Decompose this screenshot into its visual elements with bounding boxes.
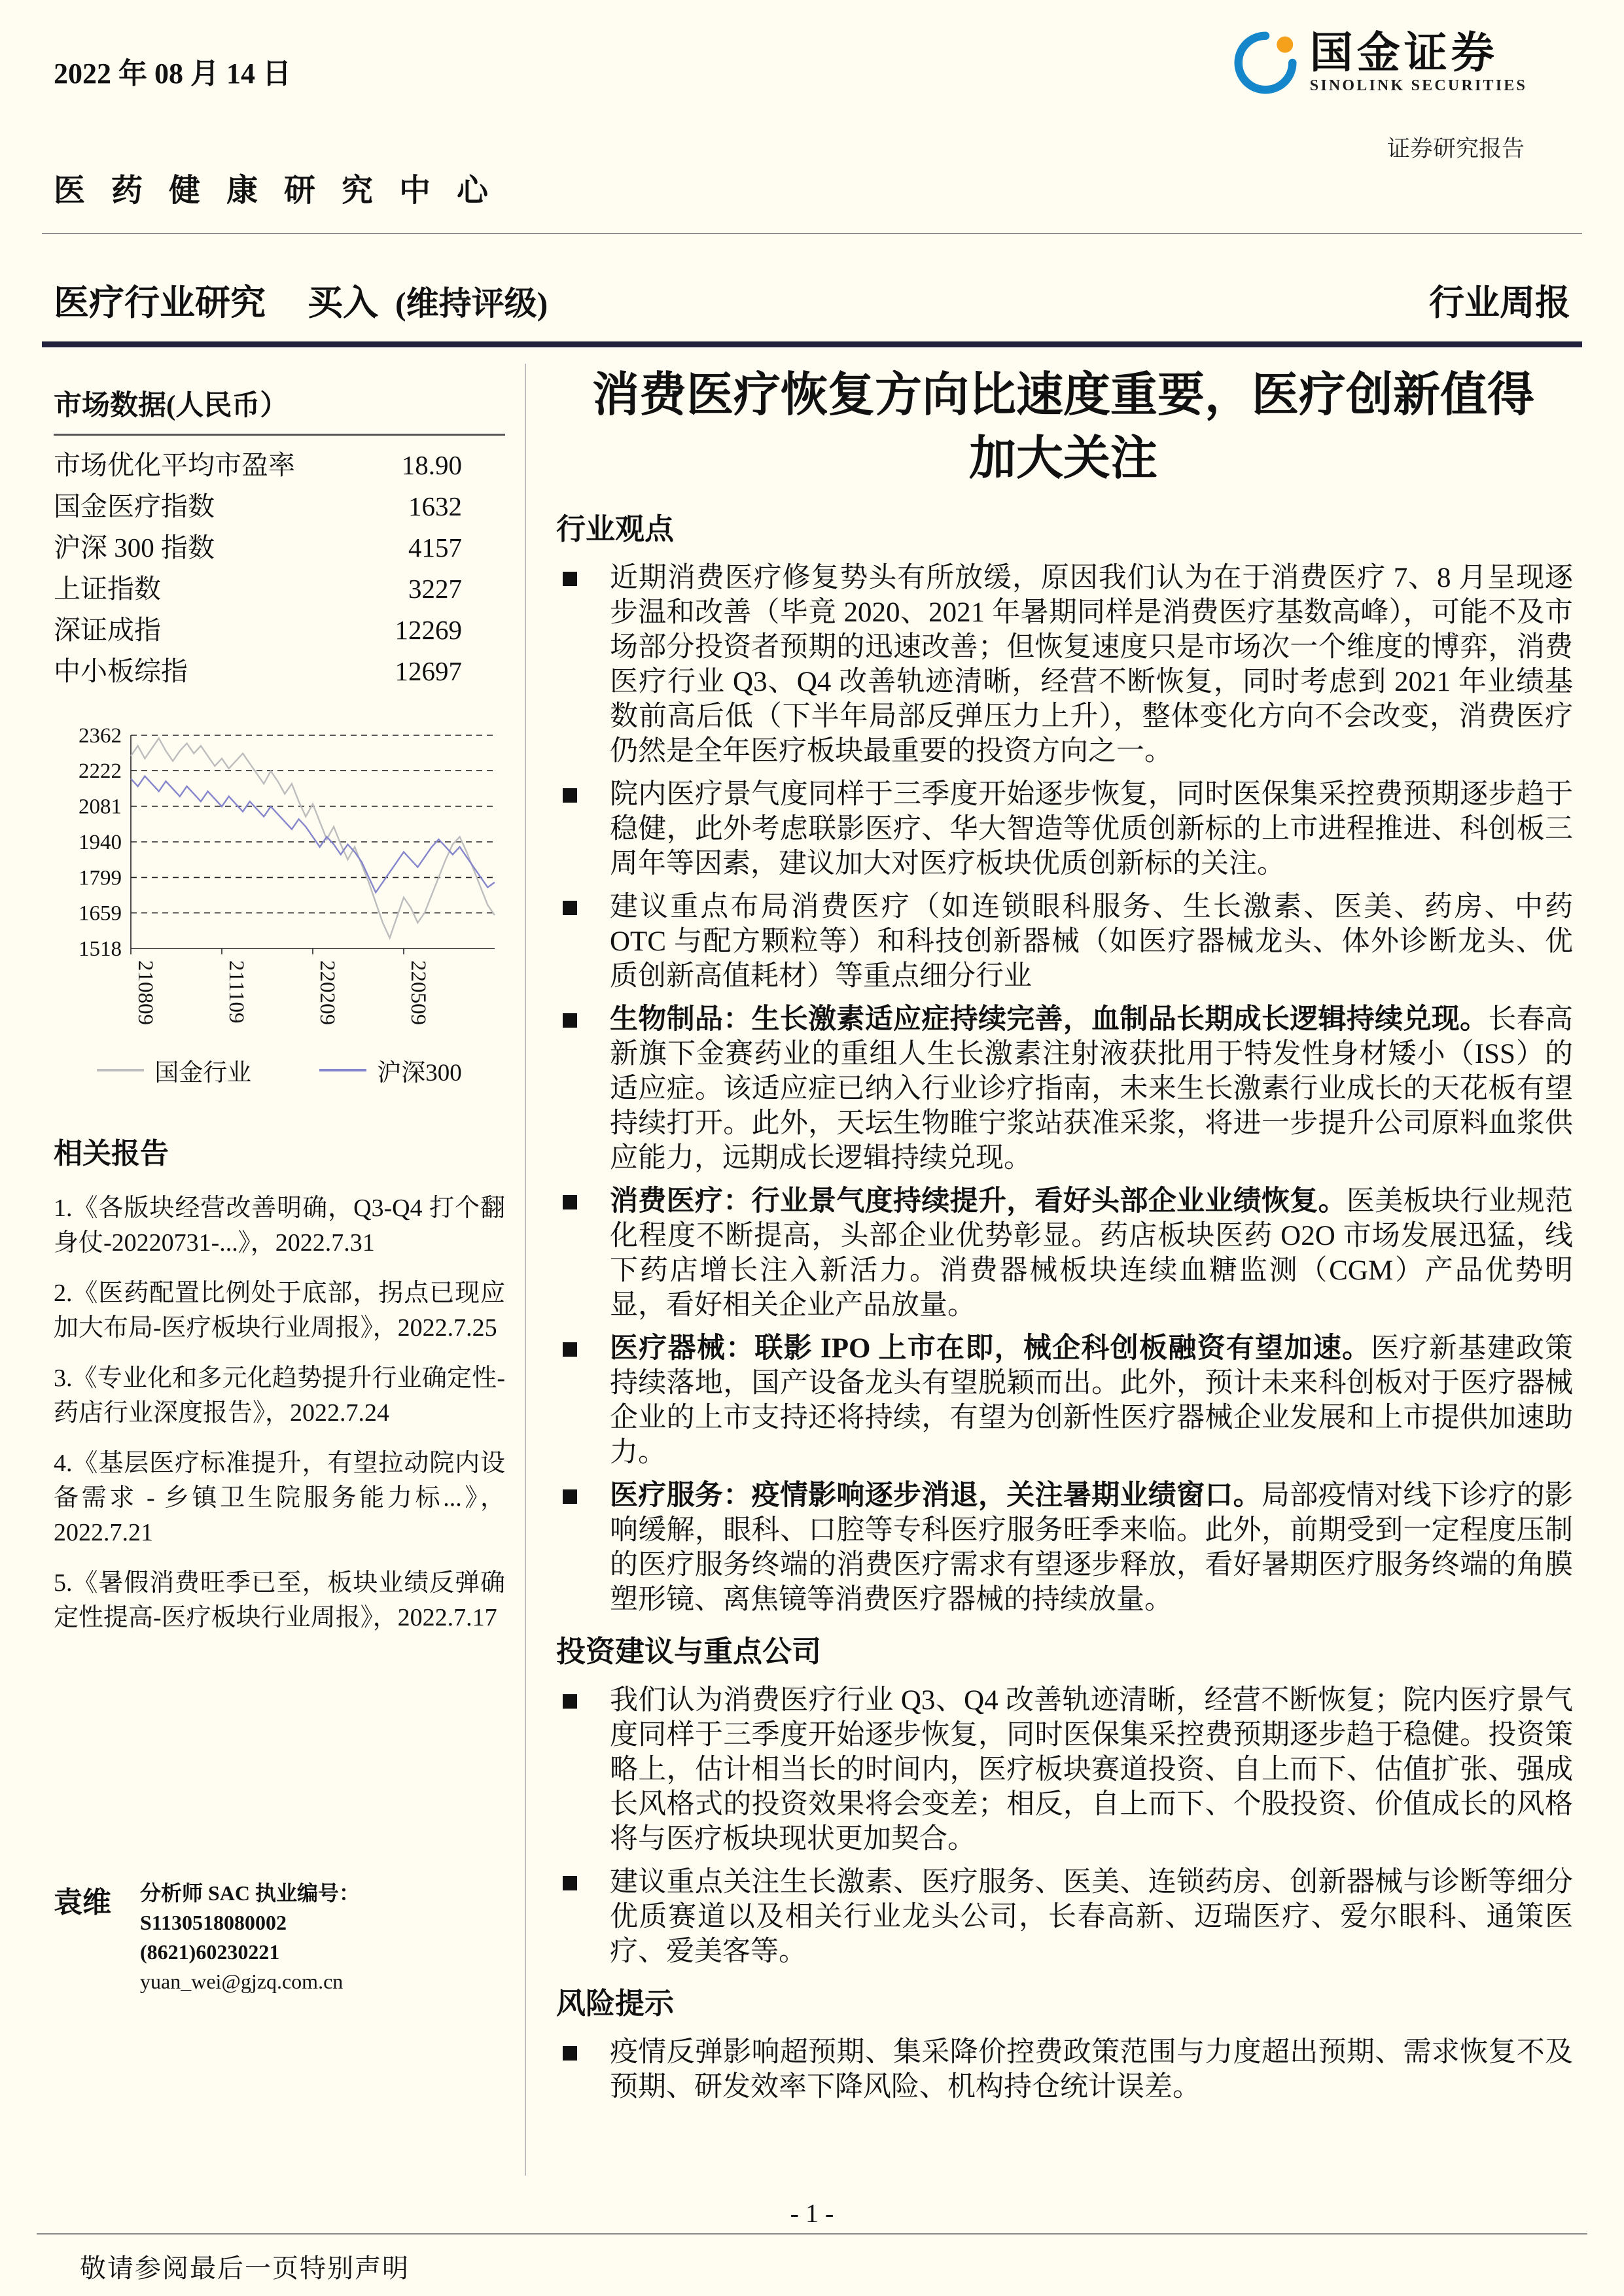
- footer-rule: [37, 2233, 1587, 2235]
- legend-line-swatch: [97, 1069, 144, 1071]
- market-data-row: [54, 527, 505, 568]
- report-title: 消费医疗恢复方向比速度重要，医疗创新值得 加大关注: [591, 369, 1534, 485]
- market-data-row: [54, 486, 505, 527]
- market-chart-block: [54, 722, 505, 1088]
- svg-text:1799: 1799: [79, 866, 122, 890]
- legend-line-swatch: [319, 1069, 366, 1071]
- analyst-email[interactable]: yuan_wei@gjzq.com.cn: [140, 1970, 344, 1993]
- market-data-label: 中小板综指: [54, 656, 188, 686]
- chart-legend: [54, 1052, 505, 1088]
- report-item[interactable]: 2.《医药配置比例处于底部，拐点已现应加大布局-医疗板块行业周报》，2022.7.25: [54, 1279, 505, 1342]
- market-data-value: 18.90: [401, 450, 462, 480]
- related-reports-title: 相关报告: [54, 1138, 169, 1170]
- svg-text:2081: 2081: [79, 795, 122, 819]
- bullet-text: 建议重点关注生长激素、医疗服务、医美、连锁药房、创新器械与诊断等细分优质赛道以及相关行业龙头公司，长春高新、迈瑞医疗、爱尔眼科、通策医疗、爱美客等。: [610, 1867, 1573, 1967]
- svg-text:2362: 2362: [79, 724, 122, 748]
- section-heading: 行业观点: [556, 513, 675, 546]
- footer-disclaimer: 敬请参阅最后一页特别声明: [80, 2253, 410, 2283]
- research-center-title: 医 药 健 康 研 究 中 心: [54, 173, 498, 208]
- bullet-text: 建议重点布局消费医疗（如连锁眼科服务、生长激素、医美、药房、中药 OTC 与配方颗粒等）和科技创新器械（如医疗器械龙头、体外诊断龙头、优质创新高值耗材）等重点细分行业: [610, 892, 1573, 992]
- svg-text:1518: 1518: [79, 937, 122, 961]
- market-data-label: 市场优化平均市盈率: [54, 450, 295, 480]
- bullet-item: [554, 561, 1573, 769]
- bullet-text: 医疗器械：联影 IPO 上市在即，械企科创板融资有望加速。医疗新基建政策持续落地，国产设备龙头有望脱颖而出。此外，预计未来科创板对于医疗器械企业的上市支持还将持续，有望为创新性医疗器械企业发展和上市提供加速助力。: [610, 1333, 1574, 1468]
- market-data-label: 上证指数: [54, 574, 161, 604]
- bullet-square-icon: [563, 1489, 577, 1504]
- market-data-value: 12269: [395, 615, 462, 645]
- market-data-row: [54, 568, 505, 610]
- report-date: 2022 年 08 月 14 日: [54, 58, 291, 90]
- bullet-item: [554, 1865, 1573, 1969]
- bullet-item: [554, 1331, 1573, 1470]
- rating-note: (维持评级): [395, 285, 548, 322]
- market-data-title: 市场数据(人民币）: [54, 383, 505, 436]
- analyst-cert: 分析师 SAC 执业编号：S1130518080002: [140, 1881, 361, 1934]
- column-divider: [525, 364, 526, 2176]
- sinolink-logo-icon: [1234, 31, 1297, 94]
- brand-name-cn: 国金证券: [1309, 29, 1498, 77]
- header-second-row: [54, 275, 1570, 325]
- bullet-text: 医疗服务：疫情影响逐步消退，关注暑期业绩窗口。局部疫情对线下诊疗的影响缓解，眼科、口腔等专科医疗服务旺季来临。此外，前期受到一定程度压制的医疗服务终端的消费医疗需求有望逐步释放，看好暑期医疗服务终端的角膜塑形镜、离焦镜等消费医疗器械的持续放量。: [610, 1480, 1574, 1615]
- legend-label: 国金行业: [154, 1060, 252, 1087]
- bullet-text: 院内医疗景气度同样于三季度开始逐步恢复，同时医保集采控费预期逐步趋于稳健，此外考虑联影医疗、华大智造等优质创新标的上市进程推进、科创板三周年等因素，建议加大对医疗板块优质创新标的关注。: [610, 779, 1573, 879]
- market-data-rows: [54, 445, 505, 692]
- svg-text:220509: 220509: [406, 960, 430, 1025]
- svg-text:1940: 1940: [79, 831, 122, 854]
- analyst-name: 袁维: [54, 1887, 111, 1919]
- brand-name-en: SINOLINK SECURITIES: [1309, 77, 1527, 94]
- legend-item: [97, 1052, 251, 1088]
- svg-text:211109: 211109: [224, 960, 248, 1024]
- bullet-square-icon: [563, 1013, 577, 1028]
- bullet-square-icon: [563, 1694, 577, 1709]
- report-type-label: 行业周报: [1429, 283, 1570, 322]
- header-rule: [42, 341, 1582, 347]
- report-item[interactable]: 3.《专业化和多元化趋势提升行业确定性-药店行业深度报告》，2022.7.24: [54, 1365, 505, 1427]
- market-data-value: 12697: [395, 656, 462, 686]
- bullet-square-icon: [563, 788, 577, 803]
- related-reports-list: [54, 1191, 505, 1635]
- market-chart: [54, 722, 505, 1043]
- report-item[interactable]: 4.《基层医疗标准提升，有望拉动院内设备需求 - 乡镇卫生院服务能力标...》，2022.7.21: [54, 1450, 505, 1546]
- svg-text:1659: 1659: [79, 901, 122, 926]
- related-reports: [54, 1130, 505, 1635]
- header-divider: [42, 233, 1582, 234]
- bullet-square-icon: [563, 572, 577, 586]
- report-category-label: 证券研究报告: [1386, 136, 1525, 162]
- bullet-item: [554, 1683, 1573, 1856]
- bullet-text: 我们认为消费医疗行业 Q3、Q4 改善轨迹清晰，经营不断恢复；院内医疗景气度同样于三季度开始逐步恢复，同时医保集采控费预期逐步趋于稳健。投资策略上，估计相当长的时间内，医疗板块赛道投资、自上而下、估值扩张、强成长风格式的投资效果将会变差；相反，自上而下、个股投资、价值成长的风格将与医疗板块现状更加契合。: [610, 1685, 1573, 1854]
- bullet-square-icon: [563, 901, 577, 915]
- svg-text:220209: 220209: [315, 960, 339, 1025]
- bullet-text: 生物制品：生长激素适应症持续完善，血制品长期成长逻辑持续兑现。长春高新旗下金赛药业的重组人生长激素注射液获批用于特发性身材矮小（ISS）的适应症。该适应症已纳入行业诊疗指南，未来生长激素行业成长的天花板有望持续打开。此外，天坛生物睢宁浆站获准采浆，将进一步提升公司原料血浆供应能力，远期成长逻辑持续兑现。: [610, 1004, 1574, 1174]
- legend-label: 沪深300: [377, 1060, 462, 1087]
- section-heading: 投资建议与重点公司: [556, 1635, 822, 1668]
- analyst-block: [54, 1879, 512, 1996]
- sections: [554, 505, 1573, 2104]
- bullet-text: 疫情反弹影响超预期、集采降价控费政策范围与力度超出预期、需求恢复不及预期、研发效率下降风险、机构持仓统计误差。: [610, 2037, 1573, 2102]
- sidebar: [54, 383, 505, 1651]
- rating-label: 买入: [308, 283, 378, 322]
- market-data-value: 1632: [408, 491, 462, 521]
- market-data-row: [54, 610, 505, 651]
- bullet-item: [554, 1478, 1573, 1617]
- market-data-value: 4157: [408, 532, 462, 563]
- brand-logo: [1234, 30, 1527, 95]
- market-data-label: 沪深 300 指数: [54, 532, 215, 563]
- market-data-row: [54, 651, 505, 692]
- bullet-item: [554, 1184, 1573, 1323]
- svg-text:2222: 2222: [79, 759, 122, 784]
- analyst-phone: (8621)60230221: [140, 1940, 280, 1964]
- section-heading: 风险提示: [556, 1987, 675, 2020]
- industry-title: 医疗行业研究: [54, 283, 266, 322]
- bullet-item: [554, 2035, 1573, 2104]
- svg-text:210809: 210809: [133, 960, 157, 1025]
- market-data-value: 3227: [408, 574, 462, 604]
- market-data-label: 深证成指: [54, 615, 161, 645]
- bullet-square-icon: [563, 1342, 577, 1357]
- bullet-item: [554, 1002, 1573, 1175]
- page-number: - 1 -: [790, 2199, 834, 2228]
- legend-item: [319, 1052, 462, 1088]
- main-content: [554, 364, 1573, 2113]
- market-data-label: 国金医疗指数: [54, 491, 215, 521]
- bullet-item: [554, 890, 1573, 994]
- market-data-row: [54, 445, 505, 486]
- report-item[interactable]: 1.《各版块经营改善明确，Q3-Q4 打个翻身仗-20220731-...》，2022.7.31: [54, 1194, 505, 1257]
- bullet-square-icon: [563, 2046, 577, 2061]
- bullet-square-icon: [563, 1195, 577, 1209]
- bullet-text: 近期消费医疗修复势头有所放缓，原因我们认为在于消费医疗 7、8 月呈现逐步温和改善（毕竟 2020、2021 年暑期同样是消费医疗基数高峰），可能不及市场部分投资者预期的迅速改善；但恢复速度只是市场次一个维度的博弈，消费医疗行业 Q3、Q4 改善轨迹清晰，经营不断恢复，同时考虑到 2021 年业绩基数前高后低（下半年局部反弹压力上升），整体变化方向不会改变，消费医疗仍然是全年医疗板块最重要的投资方向之一。: [610, 563, 1573, 767]
- bullet-item: [554, 777, 1573, 881]
- report-item[interactable]: 5.《暑假消费旺季已至，板块业绩反弹确定性提高-医疗板块行业周报》，2022.7.17: [54, 1569, 505, 1631]
- bullet-square-icon: [563, 1876, 577, 1890]
- bullet-text: 消费医疗：行业景气度持续提升，看好头部企业业绩恢复。医美板块行业规范化程度不断提高，头部企业优势彰显。药店板块医药 O2O 市场发展迅猛，线下药店增长注入新活力。消费器械板块连续血糖监测（CGM）产品优势明显，看好相关企业产品放量。: [610, 1186, 1574, 1321]
